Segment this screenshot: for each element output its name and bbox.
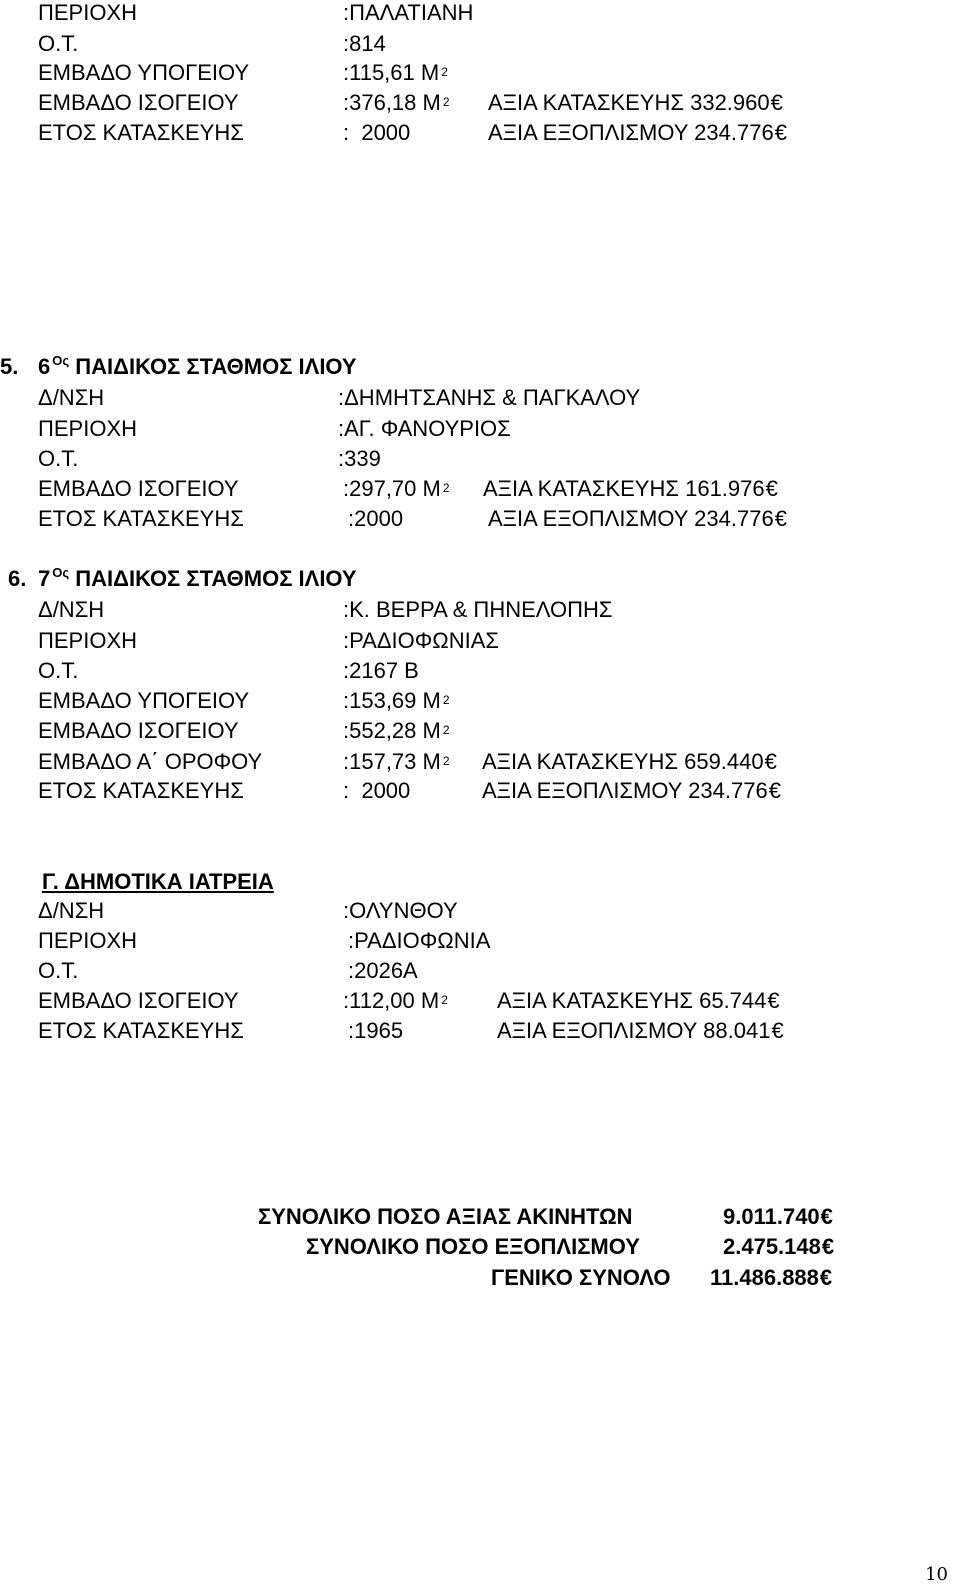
block-label: Ο.Τ. [38, 446, 79, 471]
first-floor-area-value: :157,73 Μ $^2$ [343, 749, 450, 774]
year-label: ΕΤΟΣ ΚΑΤΑΣΚΕΥΗΣ [38, 120, 244, 145]
block-label: Ο.Τ. [38, 31, 79, 56]
euro-icon: € [771, 1018, 784, 1043]
ground-area-row [0, 474, 960, 504]
region-row [0, 414, 960, 444]
block-row [0, 956, 960, 986]
total-real-estate-row [0, 1202, 960, 1232]
region-row [0, 0, 960, 28]
construction-value: ΑΞΙΑ ΚΑΤΑΣΚΕΥΗΣ 332.960€ [488, 90, 783, 115]
region-label: ΠΕΡΙΟΧΗ [38, 416, 138, 441]
euro-icon: € [819, 1265, 833, 1290]
basement-area-row [0, 58, 960, 88]
region-row [0, 626, 960, 656]
year-row [0, 776, 960, 806]
ground-area-row [0, 88, 960, 118]
total-equipment-row [0, 1232, 960, 1262]
address-label: Δ/ΝΣΗ [38, 385, 105, 410]
ground-area-label: ΕΜΒΑΔΟ ΙΣΟΓΕΙΟΥ [38, 476, 239, 501]
region-value: :ΡΑΔΙΟΦΩΝΙΑ [348, 928, 491, 953]
ground-area-row [0, 986, 960, 1016]
ground-area-value: :112,00 Μ $^2$ [343, 988, 448, 1013]
total-real-estate-label: ΣΥΝΟΛΙΚΟ ΠΟΣΟ ΑΞΙΑΣ ΑΚΙΝΗΤΩΝ [258, 1204, 633, 1229]
entry-6-heading [0, 564, 960, 594]
euro-icon: € [765, 476, 778, 501]
euro-icon: € [821, 1234, 835, 1259]
euro-icon: € [768, 778, 781, 803]
year-label: ΕΤΟΣ ΚΑΤΑΣΚΕΥΗΣ [38, 506, 244, 531]
address-label: Δ/ΝΣΗ [38, 597, 105, 622]
region-value: :ΠΑΛΑΤΙΑΝΗ [343, 0, 474, 25]
equipment-value: ΑΞΙΑ ΕΞΟΠΛΙΣΜΟΥ 234.776€ [488, 506, 787, 531]
euro-icon: € [770, 90, 783, 115]
total-real-estate-value: 9.011.740€ [723, 1204, 833, 1229]
euro-icon: € [774, 120, 787, 145]
block-row [0, 29, 960, 59]
year-value: :2000 [348, 506, 404, 531]
grand-total-row [0, 1263, 960, 1293]
first-floor-area-row [0, 747, 960, 777]
total-equipment-label: ΣΥΝΟΛΙΚΟ ΠΟΣΟ ΕΞΟΠΛΙΣΜΟΥ [306, 1234, 640, 1259]
basement-area-label: ΕΜΒΑΔΟ ΥΠΟΓΕΙΟΥ [38, 60, 250, 85]
block-label: Ο.Τ. [38, 958, 79, 983]
region-value: :ΑΓ. ΦΑΝΟΥΡΙΟΣ [338, 416, 511, 441]
construction-value: ΑΞΙΑ ΚΑΤΑΣΚΕΥΗΣ 659.440€ [482, 749, 777, 774]
address-row [0, 383, 960, 413]
address-value: :Κ. ΒΕΡΡΑ & ΠΗΝΕΛΟΠΗΣ [343, 597, 613, 622]
euro-icon: € [767, 988, 780, 1013]
basement-area-row [0, 686, 960, 716]
year-row [0, 118, 960, 148]
year-label: ΕΤΟΣ ΚΑΤΑΣΚΕΥΗΣ [38, 1018, 244, 1043]
euro-icon: € [820, 1204, 833, 1229]
year-value: : 2000 [343, 778, 411, 803]
ground-area-label: ΕΜΒΑΔΟ ΙΣΟΓΕΙΟΥ [38, 988, 239, 1013]
address-label: Δ/ΝΣΗ [38, 898, 105, 923]
address-row [0, 595, 960, 625]
year-row [0, 1016, 960, 1046]
entry-title: 7 $^{O\varsigma}$ ΠΑΙΔΙΚΟΣ ΣΤΑΘΜΟΣ ΙΛΙΟΥ [38, 565, 357, 591]
total-equipment-value: 2.475.148€ [723, 1234, 835, 1259]
year-row [0, 504, 960, 534]
entry-number: 6. [8, 566, 27, 591]
region-row [0, 926, 960, 956]
grand-total-label: ΓΕΝΙΚΟ ΣΥΝΟΛΟ [491, 1265, 671, 1290]
equipment-value: ΑΞΙΑ ΕΞΟΠΛΙΣΜΟΥ 234.776€ [488, 120, 787, 145]
page-number: 10 [925, 1564, 948, 1585]
block-value: :339 [338, 446, 381, 471]
address-row [0, 896, 960, 926]
address-value: :ΟΛΥΝΘΟΥ [343, 898, 458, 923]
section-heading: Γ. ΔΗΜΟΤΙΚΑ ΙΑΤΡΕΙΑ [42, 869, 274, 894]
construction-value: ΑΞΙΑ ΚΑΤΑΣΚΕΥΗΣ 65.744€ [497, 988, 780, 1013]
block-row [0, 656, 960, 686]
block-value: :814 [343, 31, 386, 56]
block-value: :2026Α [348, 958, 418, 983]
grand-total-value: 11.486.888€ [710, 1265, 833, 1290]
block-label: Ο.Τ. [38, 658, 79, 683]
ground-area-value: :552,28 Μ $^2$ [343, 718, 450, 743]
entry-number: 5. [0, 354, 19, 379]
euro-icon: € [764, 749, 777, 774]
ground-area-value: :297,70 Μ $^2$ [343, 476, 450, 501]
region-label: ΠΕΡΙΟΧΗ [38, 928, 138, 953]
equipment-value: ΑΞΙΑ ΕΞΟΠΛΙΣΜΟΥ 88.041€ [497, 1018, 784, 1043]
block-value: :2167 Β [343, 658, 419, 683]
entry-title: 6 $^{O\varsigma}$ ΠΑΙΔΙΚΟΣ ΣΤΑΘΜΟΣ ΙΛΙΟΥ [38, 353, 357, 379]
region-value: :ΡΑΔΙΟΦΩΝΙΑΣ [343, 628, 500, 653]
ground-area-label: ΕΜΒΑΔΟ ΙΣΟΓΕΙΟΥ [38, 90, 239, 115]
construction-value: ΑΞΙΑ ΚΑΤΑΣΚΕΥΗΣ 161.976€ [483, 476, 778, 501]
first-floor-area-label: ΕΜΒΑΔΟ Α΄ ΟΡΟΦΟΥ [38, 749, 263, 774]
region-label: ΠΕΡΙΟΧΗ [38, 628, 138, 653]
ground-area-value: :376,18 Μ $^2$ [343, 90, 450, 115]
basement-area-label: ΕΜΒΑΔΟ ΥΠΟΓΕΙΟΥ [38, 688, 250, 713]
block-row [0, 444, 960, 474]
ground-area-label: ΕΜΒΑΔΟ ΙΣΟΓΕΙΟΥ [38, 718, 239, 743]
year-value: : 2000 [343, 120, 411, 145]
section-g-heading-row [0, 867, 960, 897]
ground-area-row [0, 716, 960, 746]
year-label: ΕΤΟΣ ΚΑΤΑΣΚΕΥΗΣ [38, 778, 244, 803]
entry-5-heading [0, 352, 960, 382]
basement-area-value: :115,61 Μ $^2$ [343, 60, 448, 85]
equipment-value: ΑΞΙΑ ΕΞΟΠΛΙΣΜΟΥ 234.776€ [482, 778, 781, 803]
euro-icon: € [774, 506, 787, 531]
region-label: ΠΕΡΙΟΧΗ [38, 0, 138, 25]
address-value: :ΔΗΜΗΤΣΑΝΗΣ & ΠΑΓΚΑΛΟΥ [338, 385, 641, 410]
year-value: :1965 [348, 1018, 404, 1043]
basement-area-value: :153,69 Μ $^2$ [343, 688, 450, 713]
